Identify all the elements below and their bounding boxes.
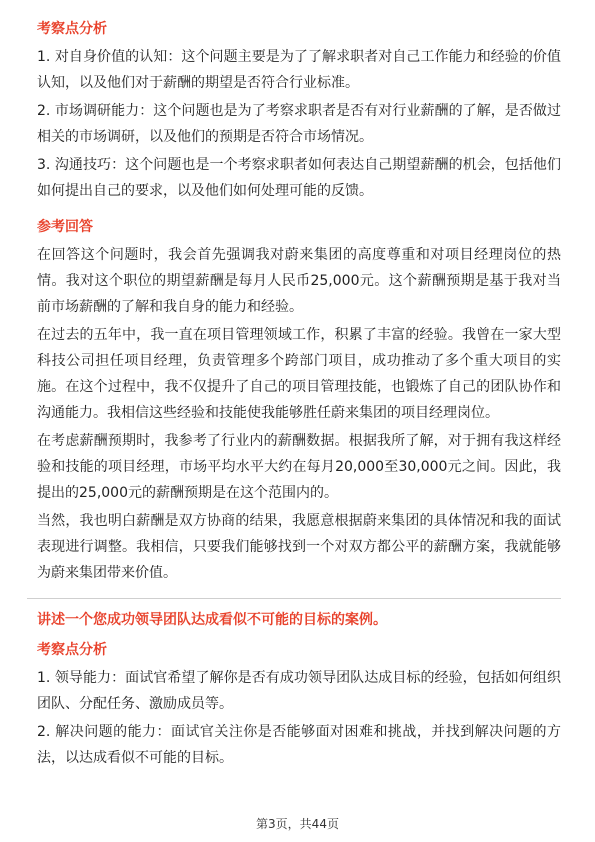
section-divider [27,598,561,599]
page-number: 第3页，共44页 [256,817,339,831]
analysis-item-5: 2. 解决问题的能力：面试官关注你是否能够面对困难和挑战，并找到解决问题的方法，以达成看似不可能的目标。 [37,724,561,766]
interview-question: 讲述一个您成功领导团队达成看似不可能的目标的案例。 [37,612,387,628]
page-content [37,18,561,773]
answer-paragraph-3: 在考虑薪酬预期时，我参考了行业内的薪酬数据。根据我所了解，对于拥有我这样经验和技能的项目经理，市场平均水平大约在每月20,000至30,000元之间。因此，我提出的25,000元的薪酬预期是在这个范围内的。 [37,433,561,501]
analysis-heading: 考察点分析 [37,21,107,37]
analysis-item-2: 2. 市场调研能力：这个问题也是为了考察求职者是否有对行业薪酬的了解，是否做过相关的市场调研，以及他们的预期是否符合市场情况。 [37,103,561,145]
reference-answer-heading: 参考回答 [37,219,93,235]
answer-paragraph-4: 当然，我也明白薪酬是双方协商的结果，我愿意根据蔚来集团的具体情况和我的面试表现进行调整。我相信，只要我们能够找到一个对双方都公平的薪酬方案，我就能够为蔚来集团带来价值。 [37,513,561,581]
answer-paragraph-1: 在回答这个问题时，我会首先强调我对蔚来集团的高度尊重和对项目经理岗位的热情。我对这个职位的期望薪酬是每月人民币25,000元。这个薪酬预期是基于我对当前市场薪酬的了解和我自身的能力和经验。 [37,247,561,315]
analysis-item-3: 3. 沟通技巧：这个问题也是一个考察求职者如何表达自己期望薪酬的机会，包括他们如何提出自己的要求，以及他们如何处理可能的反馈。 [37,157,561,199]
analysis-item-1: 1. 对自身价值的认知：这个问题主要是为了了解求职者对自己工作能力和经验的价值认知，以及他们对于薪酬的期望是否符合行业标准。 [37,49,561,91]
section-gap [37,206,561,216]
answer-paragraph-2: 在过去的五年中，我一直在项目管理领域工作，积累了丰富的经验。我曾在一家大型科技公司担任项目经理，负责管理多个跨部门项目，成功推动了多个重大项目的实施。在这个过程中，我不仅提升了自己的项目管理技能，也锻炼了自己的团队协作和沟通能力。我相信这些经验和技能使我能够胜任蔚来集团的项目经理岗位。 [37,327,561,421]
analysis-heading-2: 考察点分析 [37,642,107,658]
analysis-item-4: 1. 领导能力：面试官希望了解你是否有成功领导团队达成目标的经验，包括如何组织团队、分配任务、激励成员等。 [37,670,561,712]
